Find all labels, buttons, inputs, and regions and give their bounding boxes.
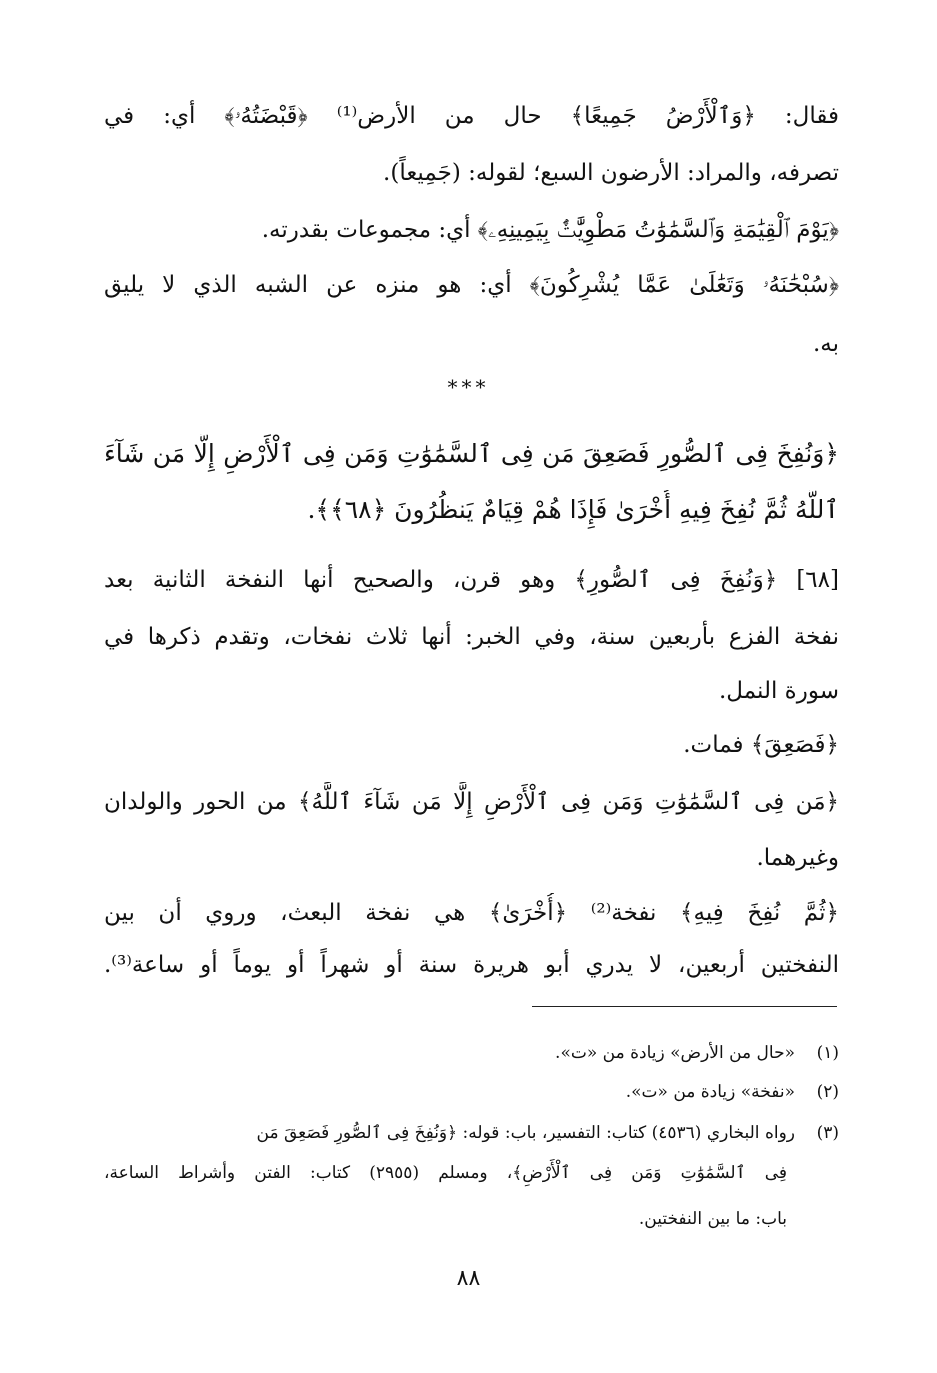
footnote-text: «نفخة» زيادة من «ت». [625, 1082, 795, 1102]
footnote-text: رواه البخاري (٤٥٣٦) كتاب: التفسير، باب: قوله: ﴿وَنُفِخَ فِى ٱلصُّورِ فَصَعِقَ مَن [256, 1123, 795, 1143]
text-line: ﴿مَن فِى ٱلسَّمَٰوَٰتِ وَمَن فِى ٱلْأَرْضِ إِلَّا مَن شَآءَ ٱللَّهُ﴾ من الحور والولدان [104, 789, 839, 815]
text-line: [٦٨] ﴿وَنُفِخَ فِى ٱلصُّورِ﴾ وهو قرن، والصحيح أنها النفخة الثانية بعد [104, 567, 839, 593]
footnote-divider [532, 1006, 837, 1007]
text-line: سورة النمل. [719, 678, 839, 704]
text-line: النفختين أربعين، لا يدري أبو هريرة سنة أو شهراً أو يوماً أو ساعة⁽³⁾. [104, 952, 839, 978]
text-line: فقال: ﴿وَٱلْأَرْضُ جَمِيعًا﴾ حال من الأرض⁽¹⁾ ﴿قَبْضَتُهُۥ﴾ أي: في [104, 103, 839, 129]
text-line: ﴿يَوْمَ ٱلْقِيَٰمَةِ وَٱلسَّمَٰوَٰتُ مَطْوِيَّٰتٌۢ بِيَمِينِهِۦ﴾ أي: مجموعات بقدرته. [261, 217, 839, 243]
footnote-text: «حال من الأرض» زيادة من «ت». [555, 1043, 795, 1063]
text-line: ﴿سُبْحَٰنَهُۥ وَتَعَٰلَىٰ عَمَّا يُشْرِكُونَ﴾ أي: هو منزه عن الشبه الذي لا يليق [104, 272, 839, 298]
footnote [104, 1118, 839, 1148]
footnote-number: (٣) [816, 1123, 839, 1143]
footnote-continuation: فِى ٱلسَّمَٰوَٰتِ وَمَن فِى ٱلْأَرْضِ﴾، ومسلم (٢٩٥٥) كتاب: الفتن وأشراط الساعة، [104, 1163, 787, 1183]
verse-line: ٱللَّهُ ثُمَّ نُفِخَ فِيهِ أُخْرَىٰ فَإِذَا هُمْ قِيَامٌ يَنظُرُونَ ﴿٦٨﴾﴾. [307, 495, 839, 524]
text-line: تصرفه، والمراد: الأرضون السبع؛ لقوله: (جَمِيعاً). [383, 160, 839, 186]
footnote-number: (٢) [816, 1082, 839, 1102]
text-line: ﴿فَصَعِقَ﴾ فمات. [683, 732, 839, 758]
page-number: ٨٨ [456, 1266, 481, 1291]
footnote-number: (١) [816, 1043, 839, 1063]
footnote [104, 1038, 839, 1068]
footnote [104, 1077, 839, 1107]
footnote-continuation: باب: ما بين النفختين. [638, 1209, 787, 1229]
text-line: به. [812, 331, 839, 357]
section-separator: *** [447, 375, 490, 399]
text-line: ﴿ثُمَّ نُفِخَ فِيهِ﴾ نفخة⁽²⁾ ﴿أُخْرَىٰ﴾ هي نفخة البعث، وروي أن بين [104, 900, 839, 926]
text-line: وغيرهما. [756, 845, 839, 871]
verse-line: ﴿وَنُفِخَ فِى ٱلصُّورِ فَصَعِقَ مَن فِى ٱلسَّمَٰوَٰتِ وَمَن فِى ٱلْأَرْضِ إِلَّا مَن شَآءَ [104, 439, 839, 468]
text-line: نفخة الفزع بأربعين سنة، وفي الخبر: أنها ثلاث نفخات، وتقدم ذكرها في [104, 624, 839, 650]
